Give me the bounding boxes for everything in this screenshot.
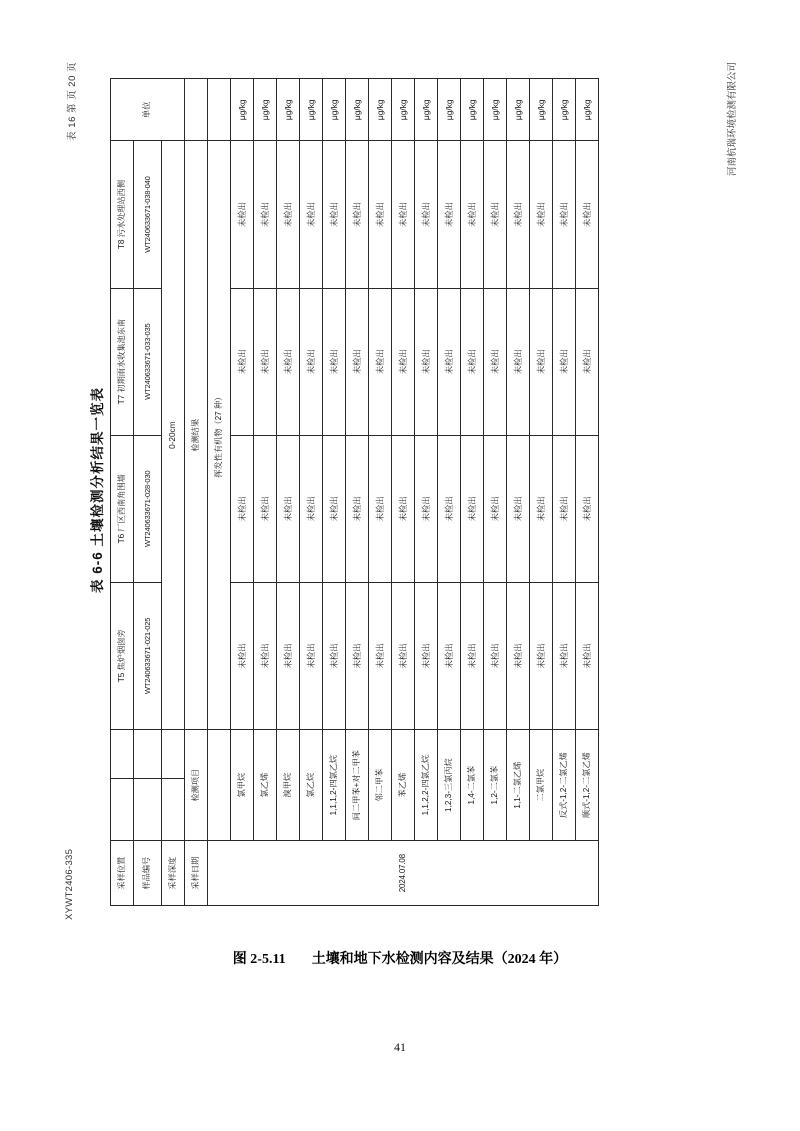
unit-cell: μg/kg [576, 79, 599, 141]
unit-cell: μg/kg [277, 79, 300, 141]
test-item-name: 邻二甲苯 [369, 729, 392, 840]
result-cell: 未检出 [507, 141, 530, 288]
unit-cell: μg/kg [254, 79, 277, 141]
result-cell: 未检出 [231, 141, 254, 288]
result-cell: 未检出 [231, 435, 254, 582]
result-cell: 未检出 [323, 288, 346, 435]
sampling-date-value: 2024.07.08 [208, 841, 599, 906]
unit-group-spacer [208, 79, 231, 141]
result-cell: 未检出 [277, 141, 300, 288]
site-position-3: T7 初期雨水收集池东南 [111, 288, 134, 435]
table-row-sample-code [134, 79, 162, 906]
result-cell: 未检出 [507, 582, 530, 729]
result-cell: 未检出 [576, 435, 599, 582]
page-number: 41 [394, 1040, 406, 1054]
soil-test-results-table [110, 78, 599, 906]
test-item-name: 氯乙烷 [300, 729, 323, 840]
table-row [507, 79, 530, 906]
unit-cell: μg/kg [530, 79, 553, 141]
company-label: 河南杭瑞环境检测有限公司 [727, 62, 738, 177]
result-cell: 未检出 [277, 288, 300, 435]
unit-cell: μg/kg [323, 79, 346, 141]
table-row [415, 79, 438, 906]
result-cell: 未检出 [254, 288, 277, 435]
table-row [254, 79, 277, 906]
test-item-name: 1,4-二氯苯 [461, 729, 484, 840]
result-cell: 未检出 [415, 582, 438, 729]
test-item-name: 二氯甲烷 [530, 729, 553, 840]
test-item-name: 反式-1,2-二氯乙烯 [553, 729, 576, 840]
result-cell: 未检出 [231, 582, 254, 729]
table-row [576, 79, 599, 906]
result-cell: 未检出 [392, 288, 415, 435]
result-cell: 未检出 [461, 582, 484, 729]
result-cell: 未检出 [461, 141, 484, 288]
table-row [231, 79, 254, 906]
result-cell: 未检出 [553, 141, 576, 288]
unit-cell: μg/kg [461, 79, 484, 141]
header-sampling-depth: 采样深度 [162, 841, 185, 906]
unit-cell: μg/kg [346, 79, 369, 141]
table-row [461, 79, 484, 906]
result-cell: 未检出 [461, 288, 484, 435]
result-cell: 未检出 [576, 141, 599, 288]
unit-cell: μg/kg [553, 79, 576, 141]
result-cell: 未检出 [484, 288, 507, 435]
test-item-name: 1,1,1,2-四氯乙烷 [323, 729, 346, 840]
result-cell: 未检出 [438, 435, 461, 582]
result-cell: 未检出 [254, 141, 277, 288]
result-cell: 未检出 [484, 582, 507, 729]
result-cell: 未检出 [323, 141, 346, 288]
result-cell: 未检出 [484, 141, 507, 288]
unit-cell: μg/kg [507, 79, 530, 141]
result-cell: 未检出 [346, 288, 369, 435]
result-cell: 未检出 [438, 141, 461, 288]
figure-number: 图 2-5.11 [232, 952, 286, 967]
table-row [530, 79, 553, 906]
result-cell: 未检出 [346, 582, 369, 729]
result-cell: 未检出 [277, 582, 300, 729]
table-row [369, 79, 392, 906]
test-item-name: 苯乙烯 [392, 729, 415, 840]
result-cell: 未检出 [530, 582, 553, 729]
header-depth-corner [111, 729, 134, 778]
result-cell: 未检出 [392, 435, 415, 582]
result-cell: 未检出 [576, 288, 599, 435]
result-cell: 未检出 [346, 435, 369, 582]
scanned-table-image [60, 60, 740, 920]
result-cell: 未检出 [231, 288, 254, 435]
table-row [392, 79, 415, 906]
result-cell: 未检出 [323, 582, 346, 729]
test-item-name: 1,2,3-三氯丙烷 [438, 729, 461, 840]
rotated-table-content [60, 60, 740, 920]
group-label-spacer [208, 729, 231, 840]
result-cell: 未检出 [530, 288, 553, 435]
table-row [323, 79, 346, 906]
table-row [553, 79, 576, 906]
result-cell: 未检出 [254, 582, 277, 729]
unit-cell: μg/kg [415, 79, 438, 141]
table-row [346, 79, 369, 906]
result-cell: 未检出 [300, 582, 323, 729]
result-cell: 未检出 [415, 435, 438, 582]
site-code-2: WT240633671-028-030 [134, 435, 162, 582]
result-cell: 未检出 [507, 435, 530, 582]
result-cell: 未检出 [553, 582, 576, 729]
unit-spacer [185, 79, 208, 141]
table-row-depth [162, 79, 185, 906]
test-item-name: 氯乙烯 [254, 729, 277, 840]
test-item-name: 1,2-二氯苯 [484, 729, 507, 840]
table-row-position [111, 79, 134, 906]
result-cell: 未检出 [576, 582, 599, 729]
result-cell: 未检出 [507, 288, 530, 435]
result-cell: 未检出 [254, 435, 277, 582]
unit-cell: μg/kg [438, 79, 461, 141]
group-header-voc: 挥发性有机物（27 种） [208, 141, 231, 729]
result-cell: 未检出 [392, 141, 415, 288]
table-row [300, 79, 323, 906]
blank-depth-3 [162, 729, 185, 778]
result-cell: 未检出 [369, 141, 392, 288]
result-cell: 未检出 [530, 141, 553, 288]
header-sample-code-corner [111, 778, 134, 840]
report-code-label: XYWT2406-335 [64, 848, 75, 920]
result-cell: 未检出 [553, 288, 576, 435]
result-cell: 未检出 [300, 288, 323, 435]
test-item-name: 间二甲苯+对二甲苯 [346, 729, 369, 840]
site-code-4: WT240633671-038-040 [134, 141, 162, 288]
figure-caption [0, 948, 800, 968]
site-position-1: T5 焦炉烟囱旁 [111, 582, 134, 729]
blank-code-3 [134, 729, 162, 778]
site-position-4: T8 污水处理站西侧 [111, 141, 134, 288]
result-cell: 未检出 [323, 435, 346, 582]
result-cell: 未检出 [277, 435, 300, 582]
test-item-name: 1,1,2,2-四氯乙烷 [415, 729, 438, 840]
unit-cell: μg/kg [300, 79, 323, 141]
unit-cell: μg/kg [369, 79, 392, 141]
test-item-name: 1,1-二氯乙烯 [507, 729, 530, 840]
result-cell: 未检出 [392, 582, 415, 729]
site-code-3: WT240633671-033-035 [134, 288, 162, 435]
table-row [277, 79, 300, 906]
header-test-result: 检测结果 [185, 141, 208, 729]
unit-cell: μg/kg [484, 79, 507, 141]
table-row [438, 79, 461, 906]
test-item-name: 氯甲烷 [231, 729, 254, 840]
figure-caption-text: 土壤和地下水检测内容及结果（2024 年） [311, 952, 568, 967]
header-test-item: 检测项目 [185, 729, 208, 840]
header-sample-code: 样品编号 [134, 841, 162, 906]
result-cell: 未检出 [369, 288, 392, 435]
result-cell: 未检出 [415, 288, 438, 435]
result-cell: 未检出 [300, 141, 323, 288]
result-cell: 未检出 [438, 288, 461, 435]
table-row [484, 79, 507, 906]
site-position-2: T6 厂区西南角围墙 [111, 435, 134, 582]
result-cell: 未检出 [369, 582, 392, 729]
header-unit: 单位 [111, 79, 185, 141]
result-cell: 未检出 [553, 435, 576, 582]
result-cell: 未检出 [300, 435, 323, 582]
result-cell: 未检出 [346, 141, 369, 288]
result-cell: 未检出 [438, 582, 461, 729]
table-row-group-header [208, 79, 231, 906]
unit-cell: μg/kg [231, 79, 254, 141]
result-cell: 未检出 [369, 435, 392, 582]
depth-value: 0-20cm [162, 141, 185, 729]
table-row-test-item-header [185, 79, 208, 906]
header-sampling-date: 采样日期 [185, 841, 208, 906]
blank-code-2 [134, 778, 162, 840]
result-cell: 未检出 [415, 141, 438, 288]
result-cell: 未检出 [461, 435, 484, 582]
table-title: 表 6-6 土壤检测分析结果一览表 [90, 387, 105, 594]
test-item-name: 溴甲烷 [277, 729, 300, 840]
site-code-1: WT240633671-021-025 [134, 582, 162, 729]
page-note-label: 表 16 第 页 20 页 [67, 62, 78, 141]
blank-depth-2 [162, 778, 185, 840]
unit-cell: μg/kg [392, 79, 415, 141]
test-item-name: 顺式-1,2-二氯乙烯 [576, 729, 599, 840]
header-sampling-position: 采样位置 [111, 841, 134, 906]
result-cell: 未检出 [484, 435, 507, 582]
result-cell: 未检出 [530, 435, 553, 582]
